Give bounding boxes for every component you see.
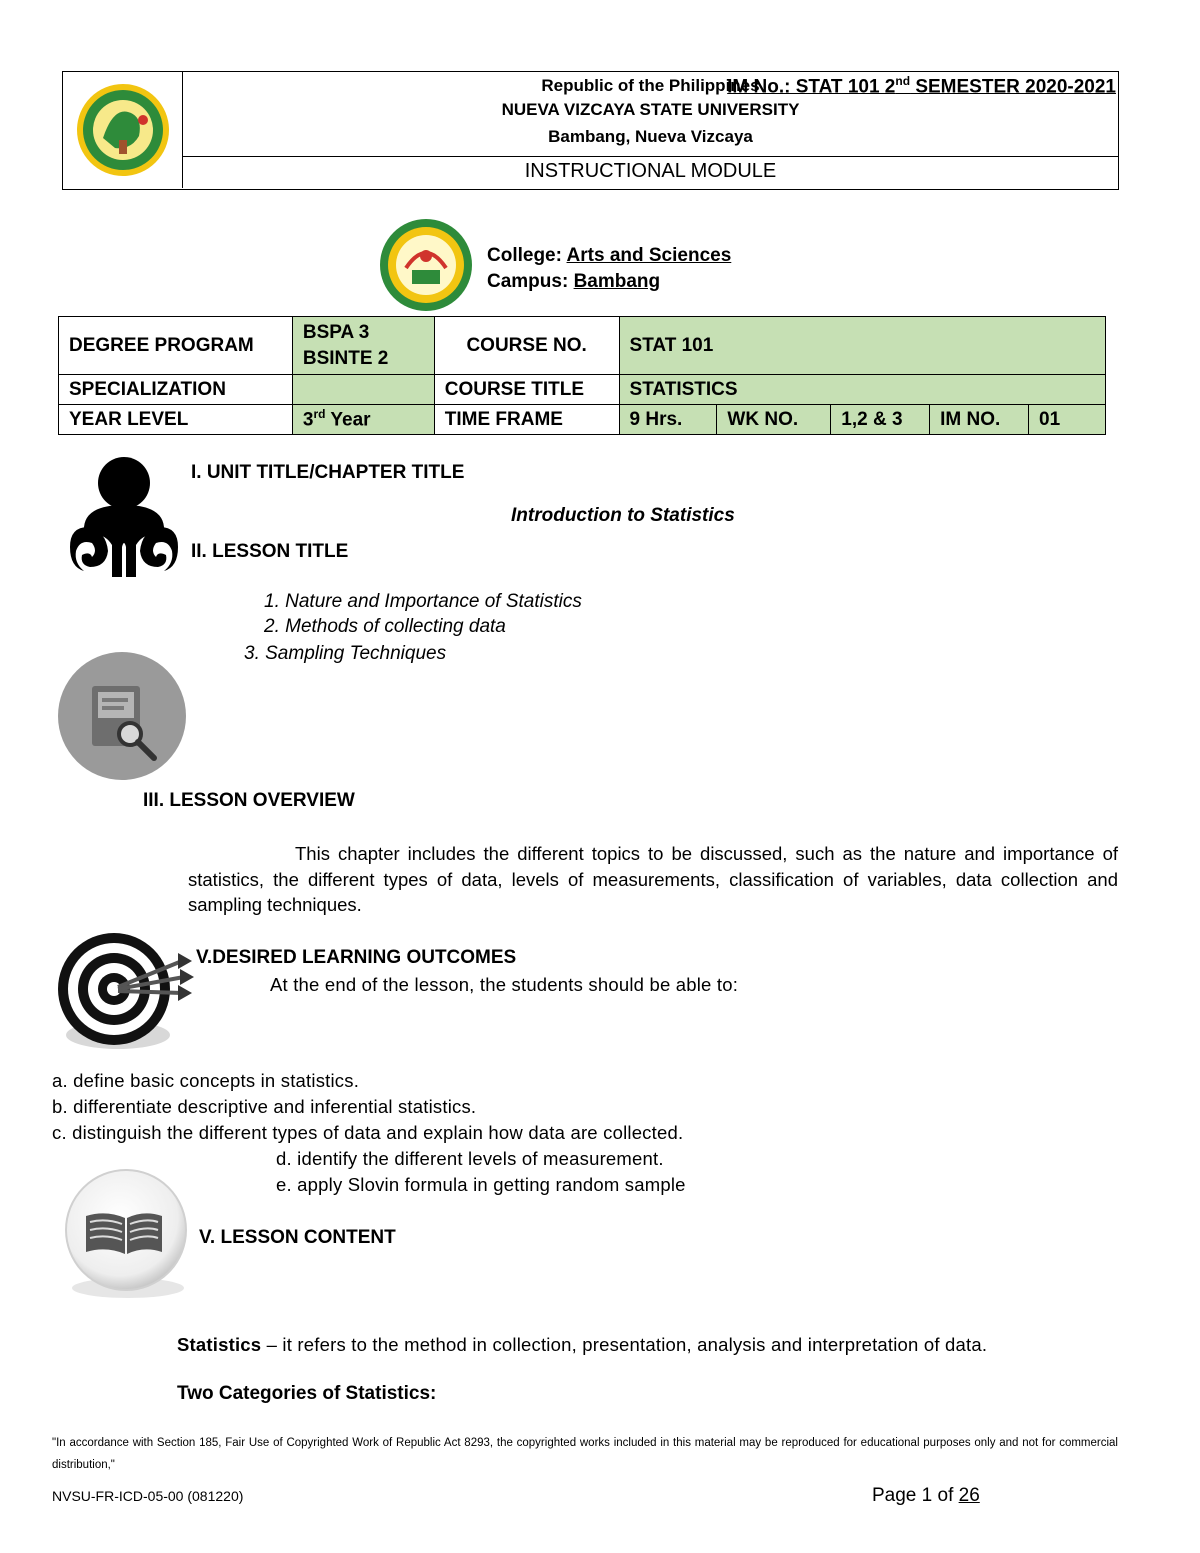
- university-seal: [73, 80, 173, 180]
- campus-label: Campus:: [487, 271, 574, 292]
- course-title-label: COURSE TITLE: [434, 375, 619, 405]
- im-number: IM No.: STAT 101 2nd SEMESTER 2020-2021: [727, 74, 1116, 98]
- page-number: Page 1 of 26: [872, 1485, 980, 1506]
- course-info-table: [58, 316, 1106, 435]
- open-book-icon: [56, 1168, 202, 1300]
- wk-no-value: 1,2 & 3: [831, 405, 930, 435]
- learner-icon: [66, 455, 182, 579]
- college-value: Arts and Sciences: [566, 245, 732, 266]
- header-logo-cell: [63, 72, 183, 188]
- outcome-b: b. differentiate descriptive and inferential statistics.: [52, 1096, 477, 1117]
- republic-line: Republic of the Philippines: [541, 76, 760, 95]
- outcome-d: d. identify the different levels of measurement.: [276, 1148, 664, 1169]
- outcome-a: a. define basic concepts in statistics.: [52, 1070, 360, 1091]
- outcomes-intro: At the end of the lesson, the students should be able to:: [270, 974, 739, 995]
- course-no-label: COURSE NO.: [434, 317, 619, 375]
- lesson-item-3: 3. Sampling Techniques: [244, 643, 447, 664]
- wk-no-label: WK NO.: [717, 405, 831, 435]
- section2-heading: II. LESSON TITLE: [191, 541, 349, 562]
- copyright-notice: "In accordance with Section 185, Fair Use of Copyrighted Work of Republic Act 8293, the copyrighted works included in this material may be reproduced for educational purposes only and not for commercial distribution,": [52, 1437, 1118, 1471]
- lesson-overview-text: This chapter includes the different topics to be discussed, such as the nature and importance of statistics, the different types of data, levels of measurements, classification of variables, data collection and sampling techniques.: [188, 843, 1118, 915]
- book-magnifier-icon: [54, 652, 190, 780]
- section3-heading: III. LESSON OVERVIEW: [143, 790, 355, 811]
- degree-program-label: DEGREE PROGRAM: [59, 317, 293, 375]
- target-darts-icon: [54, 925, 196, 1057]
- header-box: [62, 71, 1119, 190]
- lesson-item-1: 1. Nature and Importance of Statistics: [264, 591, 582, 612]
- header-divider: [183, 156, 1118, 157]
- section5-heading: V. LESSON CONTENT: [199, 1227, 396, 1248]
- statistics-definition: Statistics – it refers to the method in collection, presentation, analysis and interpretation of data.: [177, 1334, 988, 1355]
- degree-program-value: BSPA 3 BSINTE 2: [292, 317, 434, 375]
- section1-heading: I. UNIT TITLE/CHAPTER TITLE: [191, 462, 465, 483]
- university-name: NUEVA VIZCAYA STATE UNIVERSITY: [501, 100, 800, 119]
- university-location: Bambang, Nueva Vizcaya: [548, 127, 753, 146]
- college-info: [487, 243, 731, 295]
- im-no-value: 01: [1029, 405, 1106, 435]
- time-frame-value: 9 Hrs.: [619, 405, 717, 435]
- campus-value: Bambang: [573, 271, 661, 292]
- chapter-title: Introduction to Statistics: [511, 505, 735, 526]
- specialization-value: [292, 375, 434, 405]
- section4-heading: V.DESIRED LEARNING OUTCOMES: [196, 947, 517, 968]
- course-title-value: STATISTICS: [619, 375, 1105, 405]
- two-categories-heading: Two Categories of Statistics:: [177, 1383, 437, 1404]
- year-level-value: 3rd Year: [292, 405, 434, 435]
- form-code: NVSU-FR-ICD-05-00 (081220): [52, 1488, 244, 1504]
- outcome-c: c. distinguish the different types of data and explain how data are collected.: [52, 1122, 684, 1143]
- year-level-label: YEAR LEVEL: [59, 405, 293, 435]
- college-seal: [378, 218, 474, 312]
- im-no-label: IM NO.: [930, 405, 1029, 435]
- time-frame-label: TIME FRAME: [434, 405, 619, 435]
- outcome-e: e. apply Slovin formula in getting random sample: [276, 1174, 686, 1195]
- lesson-item-2: 2. Methods of collecting data: [264, 616, 506, 637]
- course-no-value: STAT 101: [619, 317, 1105, 375]
- specialization-label: SPECIALIZATION: [59, 375, 293, 405]
- college-label: College:: [487, 245, 567, 266]
- module-title: INSTRUCTIONAL MODULE: [524, 160, 777, 182]
